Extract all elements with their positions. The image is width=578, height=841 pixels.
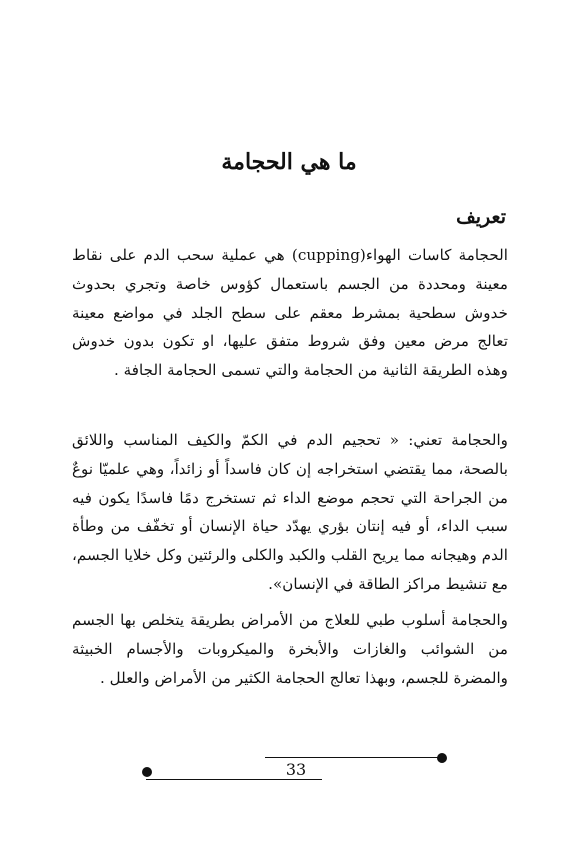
footer-dot-right-icon (437, 753, 447, 763)
paragraph-method: والحجامة أسلوب طبي للعلاج من الأمراض بطريقة يتخلص بها الجسم من الشوائب والغازات والأبخرة والميكروبات والأجسام الخبيثة والمضرة للجسم، وبهذا تعالج الحجامة الكثير من الأمراض والعلل . (72, 611, 508, 687)
chapter-title: ما هي الحجامة (221, 149, 357, 175)
paragraph-definition: الحجامة كاسات الهواء(cupping) هي عملية سحب الدم على نقاط معينة ومحددة من الجسم باستعمال كؤوس خاصة وتجري بحدوث خدوش سطحية بمشرط معقم على سطح الجلد في مواضع معينة تعالج مرض معين وفق شروط متفق عليها، او تكون بدون خدوش وهذه الطريقة الثانية من الحجامة والتي تسمى الحجامة الجافة . (72, 246, 508, 380)
footer-rule-top (265, 757, 443, 758)
footer-rule-bottom (146, 779, 322, 780)
paragraph-meaning: والحجامة تعني: « تحجيم الدم في الكمّ والكيف المناسب واللائق بالصحة، مما يقتضي استخراجه إن كان فاسداً أو زائداً، وهي علميّا نوعٌ من الجراحة التي تحجم موضع الداء ثم تستخرج دمًا فاسدًا يكون فيه سبب الداء، أو فيه إنتان بؤري يهدّد حياة الإنسان أو تخفّف من وطأة الدم وهيجانه مما يريح القلب والكبد والكلى والرئتين وكل خلايا الجسم، مع تنشيط مراكز الطاقة في الإنسان». (72, 431, 508, 593)
footer-dot-left-icon (142, 767, 152, 777)
section-heading: تعريف (456, 206, 506, 228)
page-number: 33 (285, 760, 307, 779)
